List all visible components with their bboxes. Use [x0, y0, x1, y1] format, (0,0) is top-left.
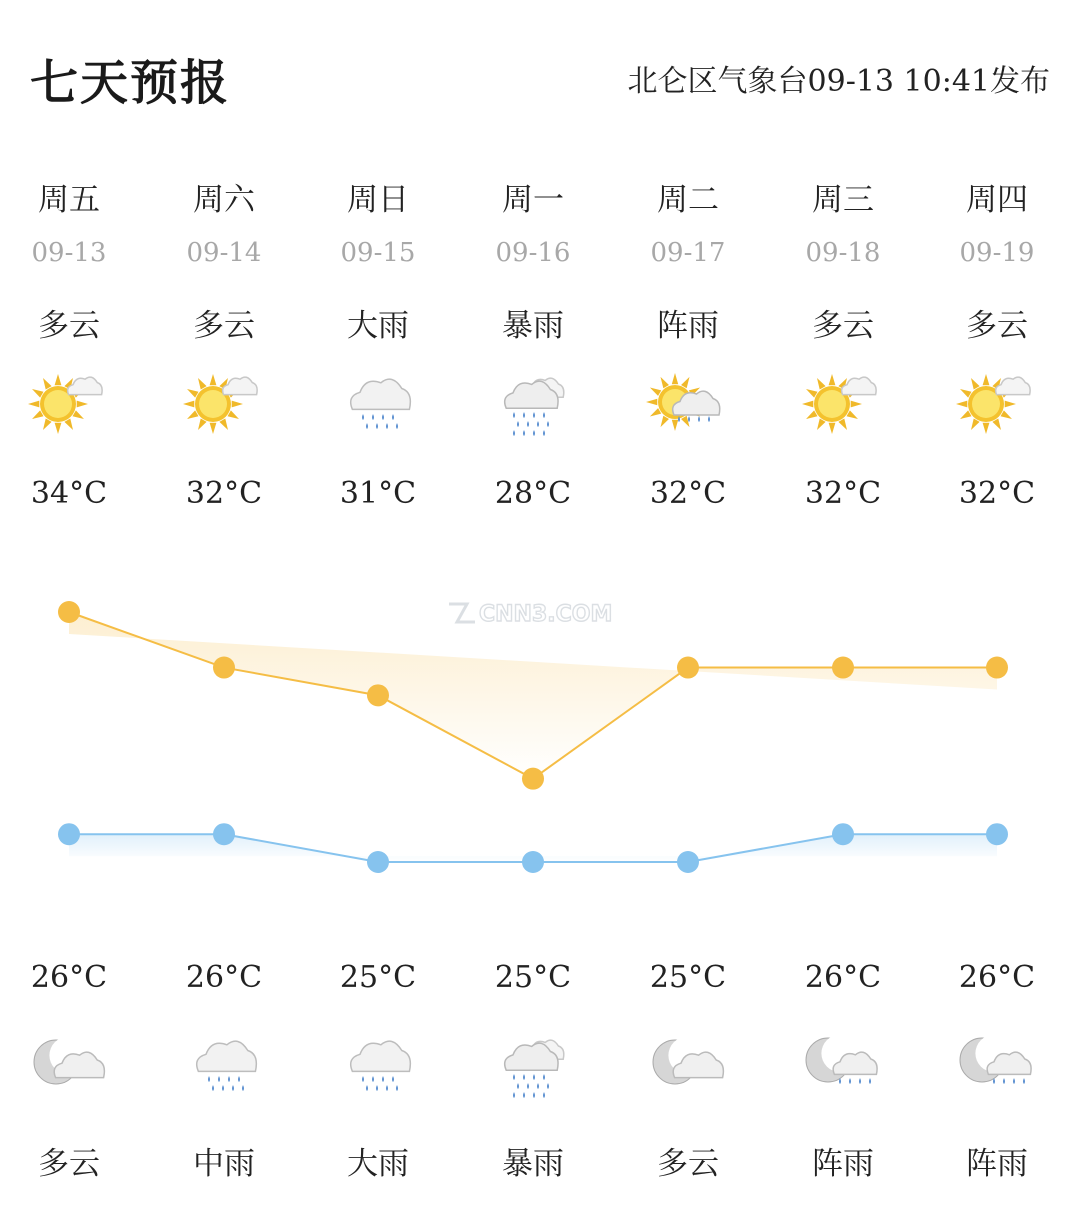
- low-temp: 25°C: [494, 960, 572, 995]
- low-temp: 25°C: [339, 960, 417, 995]
- night-condition: 暴雨: [502, 1146, 564, 1182]
- data-point: [986, 823, 1008, 845]
- date-label: 09-17: [650, 238, 726, 268]
- data-point: [213, 657, 235, 679]
- weekday-label: 周一: [502, 182, 564, 218]
- sun-cloud-icon: [24, 362, 114, 442]
- date-label: 09-13: [31, 238, 107, 268]
- data-point: [677, 657, 699, 679]
- publish-info: 北仑区气象台09-13 10:41发布: [627, 64, 1050, 99]
- cloud-heavy-rain-icon: [488, 1024, 578, 1104]
- low-temp: 26°C: [30, 960, 108, 995]
- moon-cloud-icon: [24, 1024, 114, 1104]
- sun-shower-icon: [643, 362, 733, 442]
- night-condition: 阵雨: [966, 1146, 1028, 1182]
- weekday-label: 周三: [812, 182, 874, 218]
- night-condition: 多云: [38, 1146, 100, 1182]
- date-label: 09-19: [959, 238, 1035, 268]
- sun-cloud-icon: [798, 362, 888, 442]
- day-condition: 暴雨: [502, 308, 564, 344]
- high-temp: 31°C: [339, 476, 417, 511]
- date-label: 09-15: [340, 238, 416, 268]
- night-condition: 阵雨: [812, 1146, 874, 1182]
- data-point: [213, 823, 235, 845]
- page-title: 七天预报: [30, 55, 231, 111]
- sun-cloud-icon: [179, 362, 269, 442]
- moon-shower-icon: [798, 1024, 888, 1104]
- cloud-rain-icon: [333, 362, 423, 442]
- low-temp: 25°C: [649, 960, 727, 995]
- weekday-label: 周二: [657, 182, 719, 218]
- moon-shower-icon: [952, 1024, 1042, 1104]
- moon-cloud-icon: [643, 1024, 733, 1104]
- data-point: [522, 851, 544, 873]
- high-temp: 28°C: [494, 476, 572, 511]
- day-condition: 多云: [812, 308, 874, 344]
- data-point: [58, 823, 80, 845]
- date-label: 09-14: [186, 238, 262, 268]
- day-condition: 大雨: [347, 308, 409, 344]
- weekday-label: 周五: [38, 182, 100, 218]
- sun-cloud-icon: [952, 362, 1042, 442]
- cloud-rain-icon: [333, 1024, 423, 1104]
- day-condition: 多云: [38, 308, 100, 344]
- data-point: [367, 684, 389, 706]
- data-point: [832, 823, 854, 845]
- low-temp: 26°C: [958, 960, 1036, 995]
- date-label: 09-18: [805, 238, 881, 268]
- weekday-label: 周日: [347, 182, 409, 218]
- night-condition: 大雨: [347, 1146, 409, 1182]
- data-point: [522, 768, 544, 790]
- data-point: [986, 657, 1008, 679]
- data-point: [58, 601, 80, 623]
- day-condition: 阵雨: [657, 308, 719, 344]
- cloud-rain-icon: [179, 1024, 269, 1104]
- high-temp: 32°C: [649, 476, 727, 511]
- data-point: [832, 657, 854, 679]
- cloud-heavy-rain-icon: [488, 362, 578, 442]
- watermark-logo: [445, 598, 635, 628]
- forecast-header: [0, 0, 1080, 130]
- high-temp: 32°C: [958, 476, 1036, 511]
- day-condition: 多云: [193, 308, 255, 344]
- high-temp: 32°C: [185, 476, 263, 511]
- low-temp: 26°C: [804, 960, 882, 995]
- night-condition: 中雨: [193, 1146, 255, 1182]
- weekday-label: 周四: [966, 182, 1028, 218]
- data-point: [677, 851, 699, 873]
- high-temp: 34°C: [30, 476, 108, 511]
- low-temp: 26°C: [185, 960, 263, 995]
- day-condition: 多云: [966, 308, 1028, 344]
- series-glow: [69, 612, 997, 779]
- weekday-label: 周六: [193, 182, 255, 218]
- date-label: 09-16: [495, 238, 571, 268]
- high-temp: 32°C: [804, 476, 882, 511]
- night-condition: 多云: [657, 1146, 719, 1182]
- watermark-text: CNN3.COM: [479, 602, 613, 627]
- data-point: [367, 851, 389, 873]
